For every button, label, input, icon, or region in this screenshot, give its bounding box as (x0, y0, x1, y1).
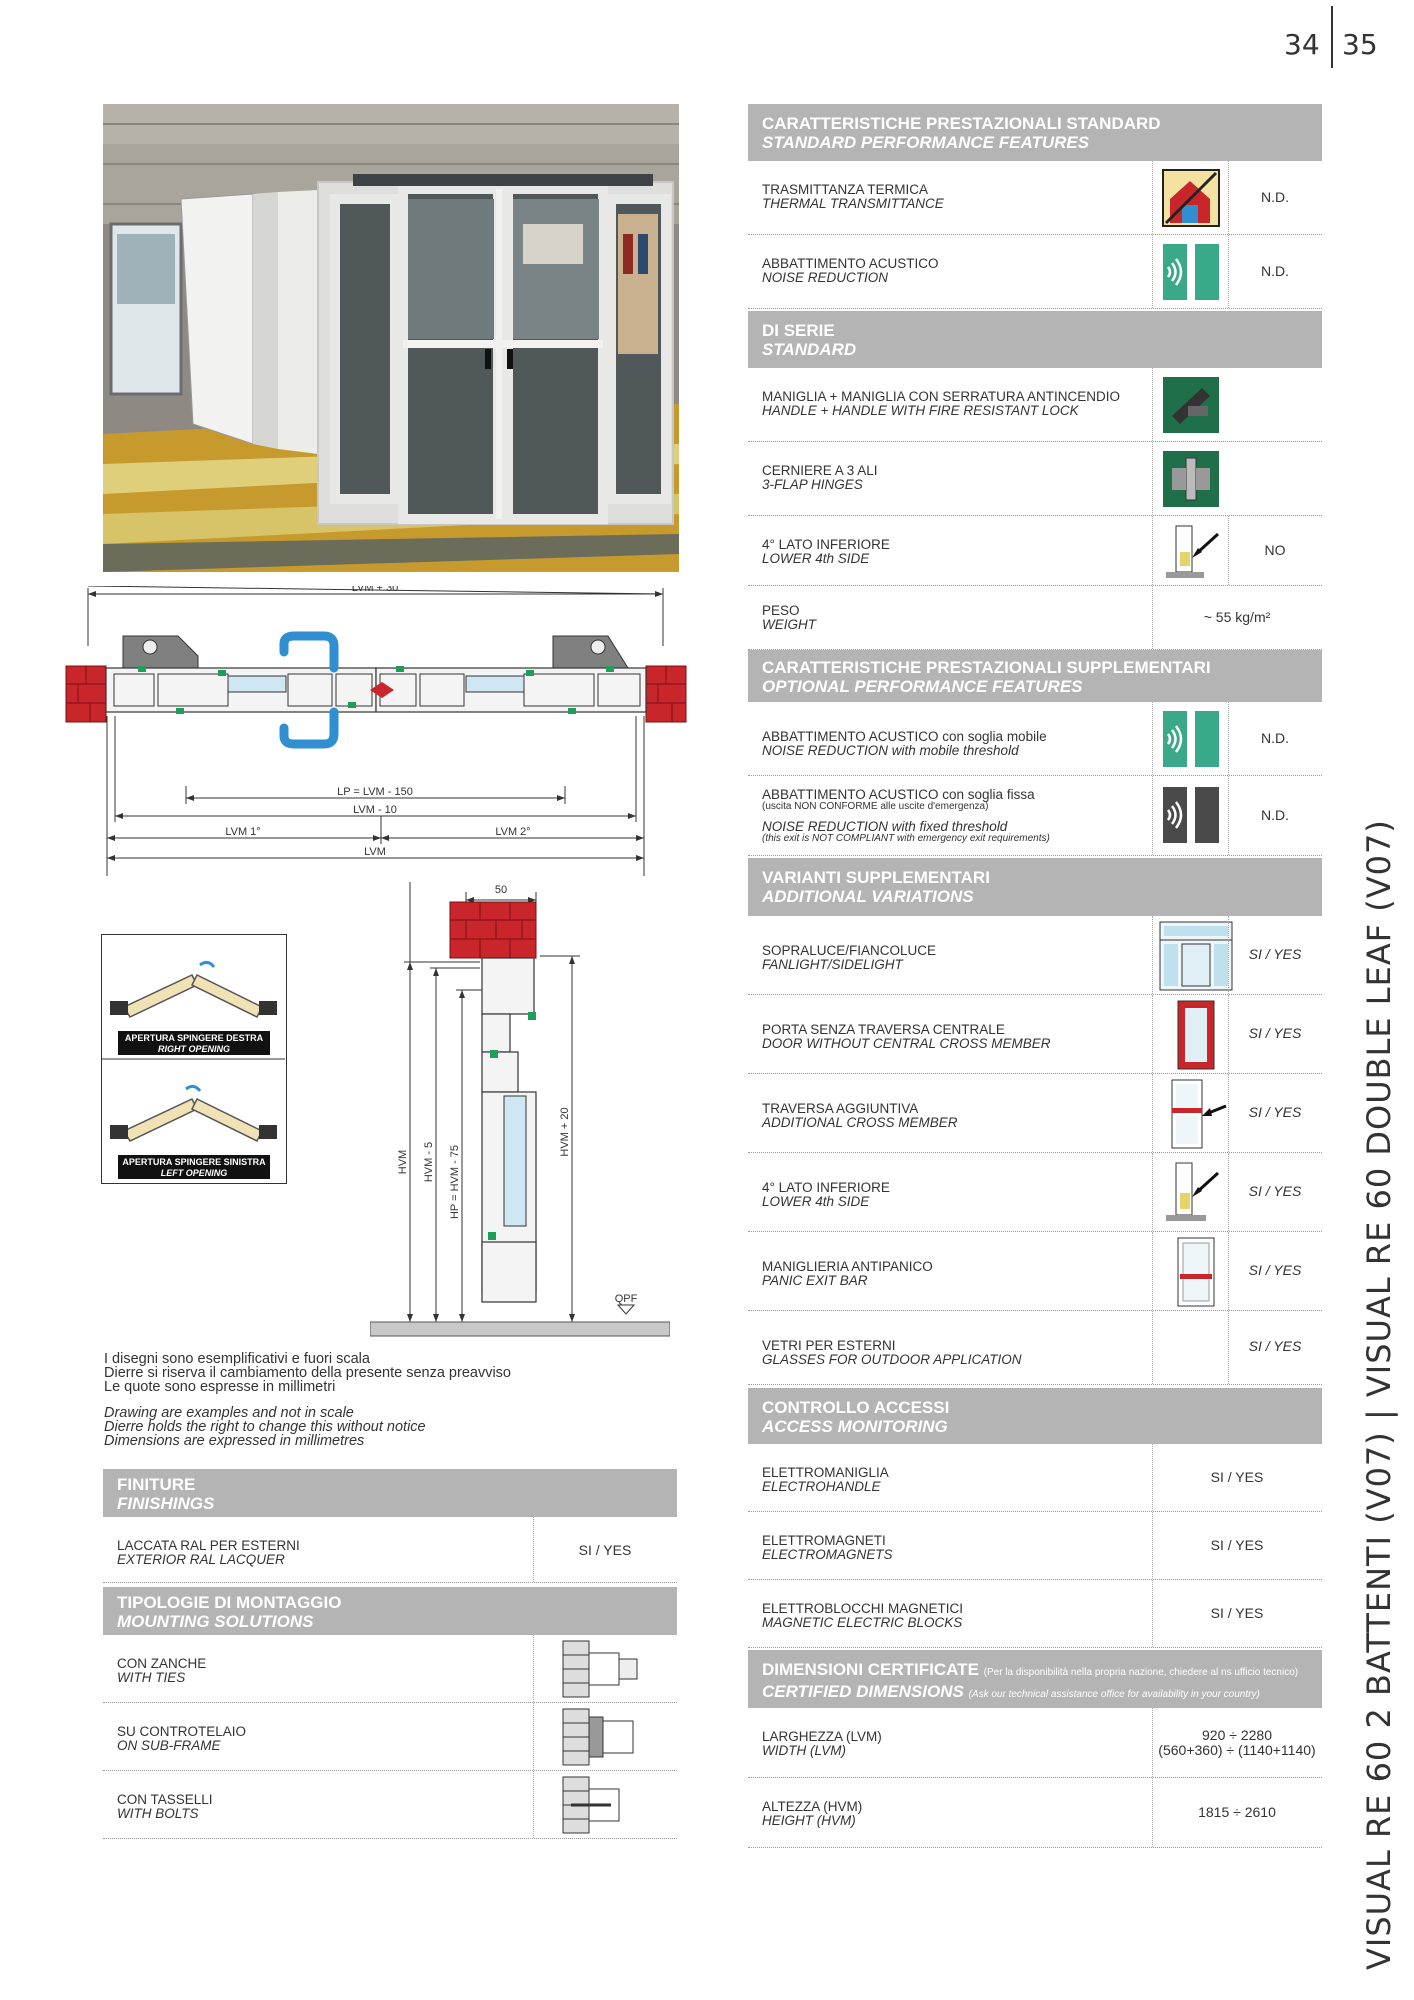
dim-lvm2: LVM 2° (495, 826, 531, 838)
row-label-en: ELECTROMAGNETS (762, 1547, 893, 1562)
variations-title-en: ADDITIONAL VARIATIONS (762, 887, 974, 906)
standard-perf-title-it: CARATTERISTICHE PRESTAZIONALI STANDARD (762, 114, 1161, 133)
row-label-en: 3-FLAP HINGES (762, 477, 863, 492)
mounting-row-subframe (103, 1703, 677, 1771)
drawing-notes (104, 1352, 604, 1448)
handle-row (748, 368, 1322, 442)
page-number-right: 35 (1342, 28, 1378, 61)
row-value: NO (1264, 542, 1286, 558)
row-label-en: LOWER 4th SIDE (762, 551, 870, 566)
variations-title-it: VARIANTI SUPPLEMENTARI (762, 868, 990, 887)
row-label-it: LARGHEZZA (LVM) (762, 1729, 882, 1744)
row-value: ~ 55 kg/m² (1203, 609, 1271, 625)
noise-fixed-threshold-icon (1162, 786, 1220, 844)
opening-right-it: APERTURA SPINGERE DESTRA (124, 1033, 264, 1043)
dim-qpf: QPF (614, 1293, 638, 1305)
finishings-title-it: FINITURE (117, 1475, 196, 1494)
panic-bar-row (748, 1232, 1322, 1311)
row-value: N.D. (1261, 189, 1289, 205)
row-label-it: VETRI PER ESTERNI (762, 1338, 896, 1353)
row-label-it: 4° LATO INFERIORE (762, 537, 890, 552)
row-label-en: HANDLE + HANDLE WITH FIRE RESISTANT LOCK (762, 403, 1079, 418)
lower-side-icon (1162, 1159, 1224, 1225)
row-label-en: WEIGHT (762, 617, 816, 632)
row-label-en: DOOR WITHOUT CENTRAL CROSS MEMBER (762, 1036, 1051, 1051)
hinge-icon (1162, 450, 1220, 508)
row-label-it: PESO (762, 603, 800, 618)
dim-hp: HP = HVM - 75 (449, 1144, 461, 1220)
row-label-it: SU CONTROTELAIO (117, 1724, 247, 1739)
finishings-title-en: FINISHINGS (117, 1494, 215, 1513)
row-label-it: PORTA SENZA TRAVERSA CENTRALE (762, 1022, 1005, 1037)
noise-row (748, 235, 1322, 309)
row-label-en: LOWER 4th SIDE (762, 1194, 870, 1209)
row-label-it: ALTEZZA (HVM) (762, 1799, 863, 1814)
magnetic-blocks-row (748, 1580, 1322, 1648)
fire-lock-handle-icon (1162, 376, 1220, 434)
dim-lvm10: LVM - 10 (353, 804, 397, 816)
row-label-it: CON ZANCHE (117, 1656, 207, 1671)
door-no-cross-member-icon (1176, 999, 1216, 1071)
row-label-it-note: (uscita NON CONFORME alle uscite d'emergenza) (762, 801, 989, 812)
note-it-2: Dierre si riserva il cambiamento della presente senza preavviso (104, 1365, 511, 1381)
noise-mobile-row (748, 702, 1322, 776)
access-title-it: CONTROLLO ACCESSI (762, 1398, 950, 1417)
dim-lvm1: LVM 1° (225, 826, 261, 838)
row-label-it: SOPRALUCE/FIANCOLUCE (762, 943, 937, 958)
row-label-en: PANIC EXIT BAR (762, 1273, 868, 1288)
row-label-it: MANIGLIERIA ANTIPANICO (762, 1259, 933, 1274)
weight-row (748, 586, 1322, 650)
row-value: SI / YES (1210, 1605, 1264, 1621)
dim-lvm: LVM (364, 846, 386, 858)
row-label-en: MAGNETIC ELECTRIC BLOCKS (762, 1615, 963, 1630)
row-value: SI / YES (1210, 1537, 1264, 1553)
hinges-row (748, 442, 1322, 516)
row-label-it: ELETTROBLOCCHI MAGNETICI (762, 1601, 964, 1616)
row-value: SI / YES (1248, 1338, 1302, 1354)
row-label-it: LACCATA RAL PER ESTERNI (117, 1538, 300, 1553)
dim-50: 50 (494, 884, 508, 896)
row-label-en: WIDTH (LVM) (762, 1743, 846, 1758)
note-en-1: Drawing are examples and not in scale (104, 1405, 354, 1421)
row-value: SI / YES (1248, 1025, 1302, 1041)
row-label-en: HEIGHT (HVM) (762, 1813, 856, 1828)
height-range: 1815 ÷ 2610 (1198, 1804, 1276, 1820)
row-label-en: FANLIGHT/SIDELIGHT (762, 957, 903, 972)
certified-title-en: CERTIFIED DIMENSIONS (762, 1682, 964, 1701)
lower-side-option-row (748, 1153, 1322, 1232)
note-it-1: I disegni sono esemplificativi e fuori scala (104, 1351, 370, 1367)
row-value: SI / YES (1248, 1183, 1302, 1199)
note-en-3: Dimensions are expressed in millimetres (104, 1433, 365, 1449)
row-value: SI / YES (1210, 1469, 1264, 1485)
lower-side-row (748, 516, 1322, 586)
row-label-en: EXTERIOR RAL LACQUER (117, 1552, 285, 1567)
fanlight-icon (1158, 920, 1234, 992)
ties-mounting-icon (561, 1639, 641, 1699)
row-label-en: GLASSES FOR OUTDOOR APPLICATION (762, 1352, 1022, 1367)
noise-fixed-row (748, 776, 1322, 856)
variations-header (748, 858, 1322, 916)
note-en-2: Dierre holds the right to change this without notice (104, 1419, 426, 1435)
row-label-en: ELECTROHANDLE (762, 1479, 881, 1494)
row-value: SI / YES (578, 1542, 632, 1558)
product-photo (103, 104, 679, 572)
vertical-product-title: VISUAL RE 60 2 BATTENTI (V07) | VISUAL RE 60 DOUBLE LEAF (V07) (1360, 819, 1398, 1970)
thermal-row (748, 161, 1322, 235)
standard-title-it: DI SERIE (762, 321, 835, 340)
row-label-it: TRASMITTANZA TERMICA (762, 182, 929, 197)
row-label-it: ABBATTIMENTO ACUSTICO (762, 256, 939, 271)
width-range-leaves: (560+360) ÷ (1140+1140) (1158, 1742, 1316, 1758)
row-label-it: ELETTROMAGNETI (762, 1533, 886, 1548)
row-label-it: ABBATTIMENTO ACUSTICO con soglia fissa (762, 787, 1035, 802)
width-row (748, 1708, 1322, 1778)
no-cross-member-row (748, 995, 1322, 1074)
noise-reduction-icon (1162, 243, 1220, 301)
row-value: N.D. (1261, 807, 1289, 823)
row-label-en: NOISE REDUCTION with mobile threshold (762, 743, 1019, 758)
additional-cross-member-row (748, 1074, 1322, 1153)
finishings-header (103, 1469, 677, 1517)
access-header (748, 1388, 1322, 1444)
row-label-en: NOISE REDUCTION (762, 270, 889, 285)
subframe-mounting-icon (561, 1707, 641, 1767)
page-number-separator (1331, 6, 1333, 68)
mounting-title-en: MOUNTING SOLUTIONS (117, 1612, 314, 1631)
standard-perf-title-en: STANDARD PERFORMANCE FEATURES (762, 133, 1090, 152)
standard-title-en: STANDARD (762, 340, 857, 359)
dim-lvm30: LVM + 30 (351, 586, 399, 594)
standard-header (748, 311, 1322, 368)
row-label-en-note: (this exit is NOT COMPLIANT with emergency exit requirements) (762, 833, 1050, 844)
row-value: N.D. (1261, 263, 1289, 279)
electromagnets-row (748, 1512, 1322, 1580)
panic-bar-icon (1176, 1236, 1216, 1308)
dim-hvm20: HVM + 20 (559, 1107, 571, 1157)
dim-lp: LP = LVM - 150 (337, 786, 413, 798)
row-label-it: CON TASSELLI (117, 1792, 213, 1807)
height-row (748, 1778, 1322, 1848)
mounting-row-ties (103, 1635, 677, 1703)
row-label-en: ON SUB-FRAME (117, 1738, 221, 1753)
row-value: SI / YES (1248, 1104, 1302, 1120)
certified-title-it: DIMENSIONI CERTIFICATE (762, 1660, 979, 1679)
mounting-header (103, 1587, 677, 1635)
additional-cross-member-icon (1164, 1078, 1228, 1150)
fanlight-row (748, 916, 1322, 995)
dim-hvm5: HVM - 5 (423, 1141, 435, 1183)
opening-direction-box (101, 934, 287, 1184)
certified-note-en: (Ask our technical assistance office for availability in your country) (968, 1689, 1260, 1700)
row-label-it: 4° LATO INFERIORE (762, 1180, 890, 1195)
access-title-en: ACCESS MONITORING (762, 1417, 948, 1436)
optional-perf-header (748, 650, 1322, 702)
mounting-row-bolts (103, 1771, 677, 1839)
electrohandle-row (748, 1444, 1322, 1512)
dim-hvm: HVM (397, 1149, 409, 1175)
width-range: 920 ÷ 2280 (1202, 1727, 1272, 1743)
certified-note-it: (Per la disponibilità nella propria nazione, chiedere al ns ufficio tecnico) (983, 1667, 1299, 1678)
opening-left-it: APERTURA SPINGERE SINISTRA (122, 1157, 266, 1167)
page-number-left: 34 (1284, 28, 1320, 61)
row-label-it: TRAVERSA AGGIUNTIVA (762, 1101, 919, 1116)
vertical-section-drawing (370, 882, 670, 1342)
certified-header (748, 1650, 1322, 1708)
row-label-it: ELETTROMANIGLIA (762, 1465, 889, 1480)
outdoor-glass-row (748, 1311, 1322, 1385)
opening-left-en: LEFT OPENING (160, 1168, 228, 1178)
noise-reduction-icon (1162, 710, 1220, 768)
finishings-row (103, 1517, 677, 1583)
standard-perf-header (748, 104, 1322, 161)
lower-side-icon (1162, 522, 1224, 580)
row-value: N.D. (1261, 730, 1289, 746)
plan-section-drawing (58, 586, 698, 876)
optional-perf-title-en: OPTIONAL PERFORMANCE FEATURES (762, 677, 1083, 696)
row-label-en: NOISE REDUCTION with fixed threshold (762, 819, 1008, 834)
row-label-it: MANIGLIA + MANIGLIA CON SERRATURA ANTINCENDIO (762, 389, 1120, 404)
row-value: SI / YES (1248, 946, 1302, 962)
mounting-title-it: TIPOLOGIE DI MONTAGGIO (117, 1593, 342, 1612)
row-value: SI / YES (1248, 1262, 1302, 1278)
bolts-mounting-icon (561, 1775, 641, 1835)
row-label-en: THERMAL TRANSMITTANCE (762, 196, 944, 211)
row-label-en: ADDITIONAL CROSS MEMBER (762, 1115, 958, 1130)
optional-perf-title-it: CARATTERISTICHE PRESTAZIONALI SUPPLEMENTARI (762, 658, 1211, 677)
row-label-it: CERNIERE A 3 ALI (762, 463, 878, 478)
row-label-en: WITH TIES (117, 1670, 186, 1685)
row-label-en: WITH BOLTS (117, 1806, 199, 1821)
thermal-icon (1162, 169, 1220, 227)
opening-right-en: RIGHT OPENING (157, 1044, 231, 1054)
note-it-3: Le quote sono espresse in millimetri (104, 1379, 336, 1395)
row-label-it: ABBATTIMENTO ACUSTICO con soglia mobile (762, 729, 1047, 744)
